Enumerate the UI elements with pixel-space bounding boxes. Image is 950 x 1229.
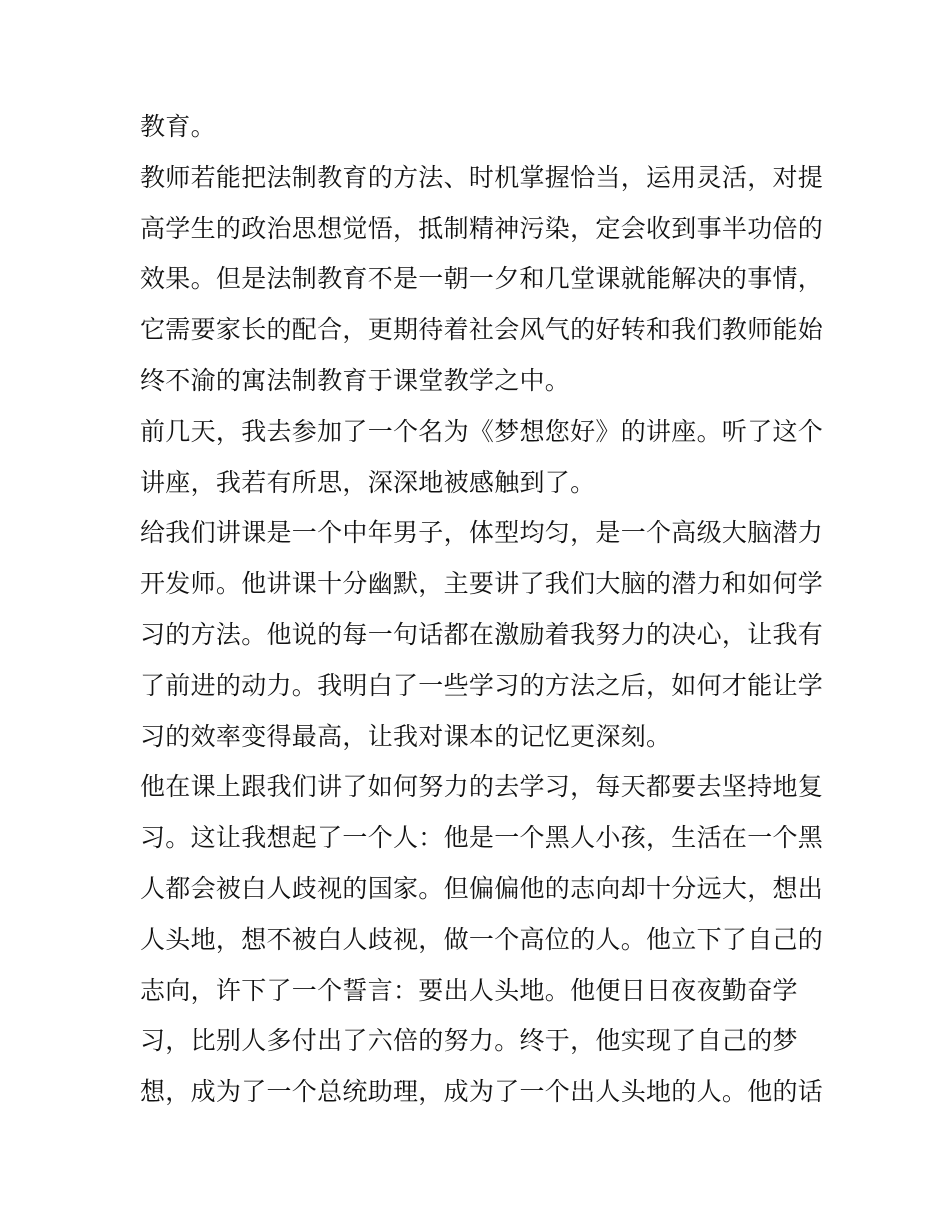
text-line: 志向，许下了一个誓言：要出人头地。他便日日夜夜勤奋学 bbox=[140, 975, 798, 1005]
text-line: 给我们讲课是一个中年男子，体型均匀，是一个高级大脑潜力 bbox=[140, 518, 824, 548]
text-line: 前几天，我去参加了一个名为《梦想您好》的讲座。听了这个 bbox=[140, 416, 824, 446]
text-line: 效果。但是法制教育不是一朝一夕和几堂课就能解决的事情， bbox=[140, 264, 824, 294]
text-line: 它需要家长的配合，更期待着社会风气的好转和我们教师能始 bbox=[140, 315, 824, 345]
text-line: 终不渝的寓法制教育于课堂教学之中。 bbox=[140, 365, 571, 395]
text-line: 习的方法。他说的每一句话都在激励着我努力的决心，让我有 bbox=[140, 619, 824, 649]
text-line: 人都会被白人歧视的国家。但偏偏他的志向却十分远大，想出 bbox=[140, 873, 824, 903]
text-line: 他在课上跟我们讲了如何努力的去学习，每天都要去坚持地复 bbox=[140, 772, 824, 802]
text-line: 教育。 bbox=[140, 112, 216, 141]
text-line: 了前进的动力。我明白了一些学习的方法之后，如何才能让学 bbox=[140, 670, 824, 700]
text-line: 讲座，我若有所思，深深地被感触到了。 bbox=[140, 467, 596, 497]
text-line: 想，成为了一个总统助理，成为了一个出人头地的人。他的话 bbox=[140, 1077, 824, 1107]
text-line: 习，比别人多付出了六倍的努力。终于，他实现了自己的梦 bbox=[140, 1026, 798, 1056]
text-line: 高学生的政治思想觉悟，抵制精神污染，定会收到事半功倍的 bbox=[140, 213, 824, 243]
text-line: 习的效率变得最高，让我对课本的记忆更深刻。 bbox=[140, 721, 672, 751]
body-text bbox=[140, 102, 824, 1118]
text-line: 习。这让我想起了一个人：他是一个黑人小孩，生活在一个黑 bbox=[140, 823, 824, 853]
text-line: 人头地，想不被白人歧视，做一个高位的人。他立下了自己的 bbox=[140, 924, 824, 954]
text-line: 教师若能把法制教育的方法、时机掌握恰当，运用灵活，对提 bbox=[140, 162, 824, 192]
text-line: 开发师。他讲课十分幽默，主要讲了我们大脑的潜力和如何学 bbox=[140, 569, 824, 599]
